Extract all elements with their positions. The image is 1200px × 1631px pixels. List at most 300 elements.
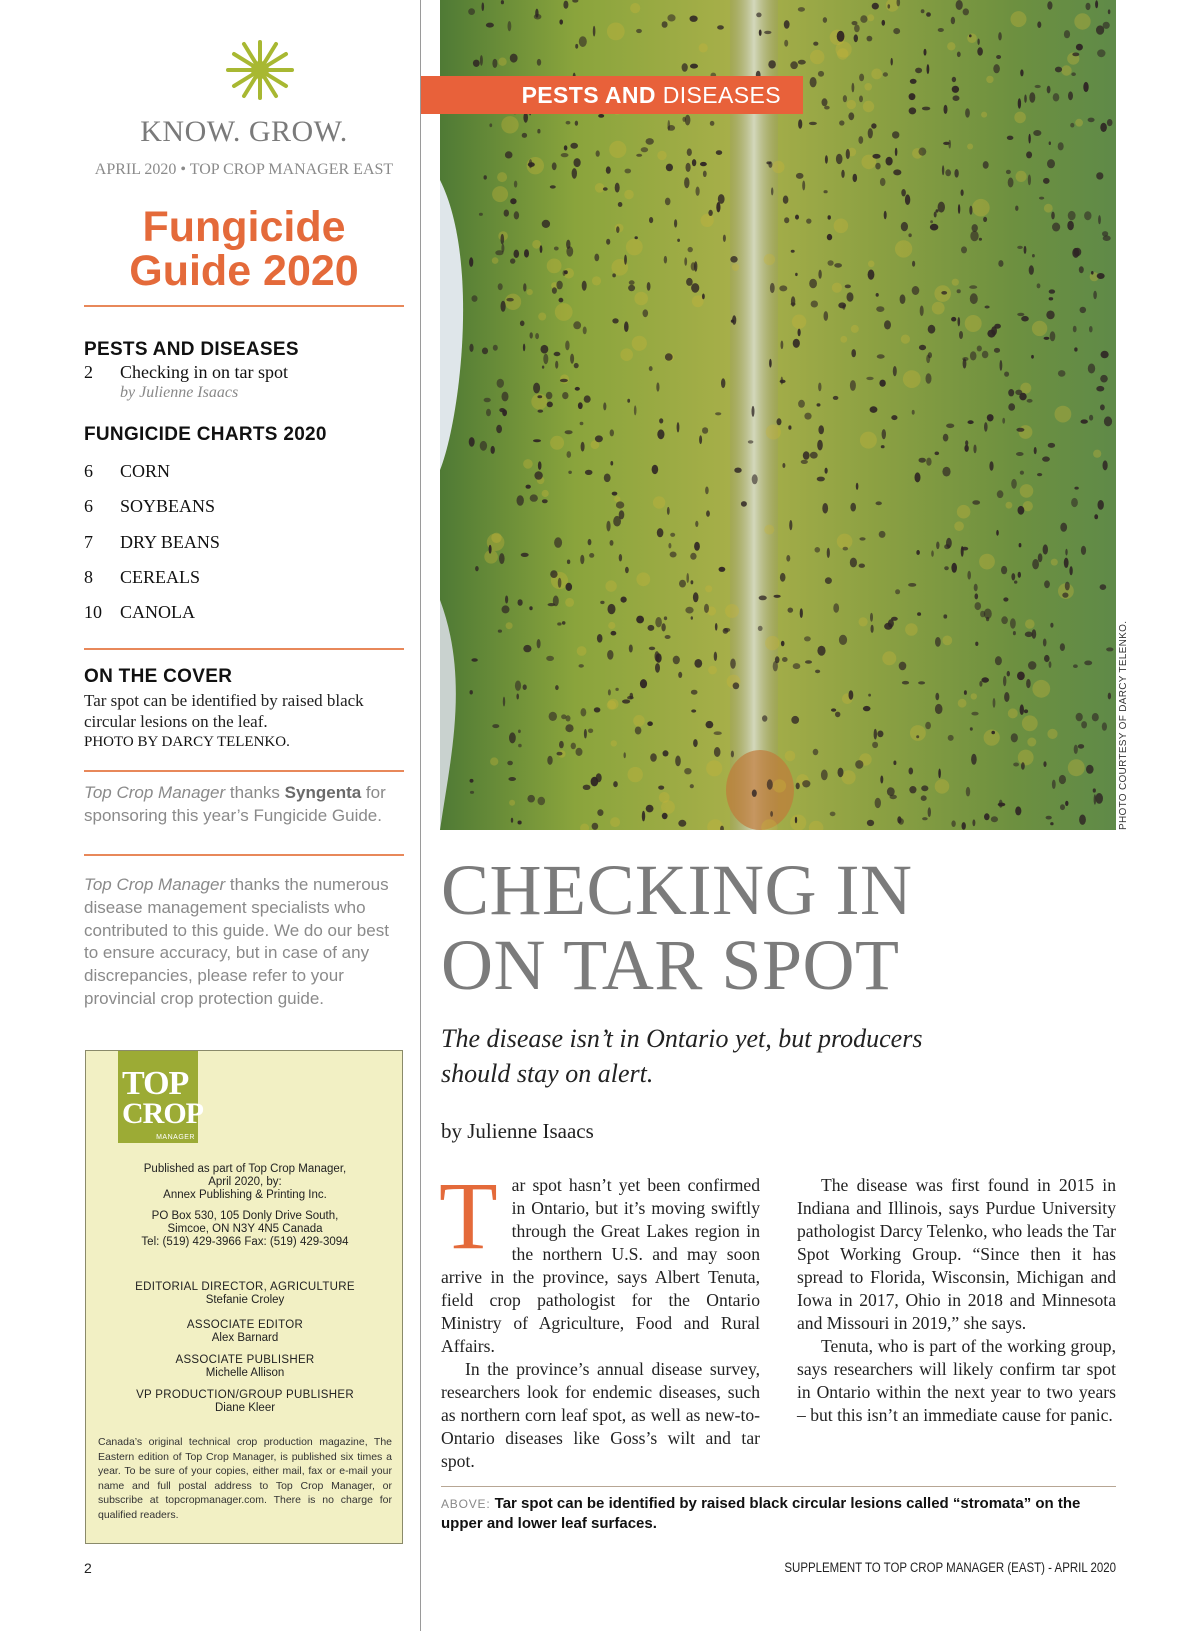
tar-spot-lesion [608, 689, 611, 695]
column-divider [420, 0, 421, 1631]
yellow-halo [932, 302, 945, 315]
tar-spot-lesion [863, 706, 871, 711]
yellow-halo [506, 622, 513, 629]
tar-spot-lesion [484, 398, 491, 403]
tar-spot-lesion [603, 187, 608, 191]
tar-spot-lesion [625, 567, 629, 573]
tar-spot-lesion [655, 651, 660, 661]
address-line: Tel: (519) 429-3966 Fax: (519) 429-3094 [141, 1236, 349, 1248]
toc-item-title: CANOLA [120, 602, 195, 622]
tar-spot-lesion [649, 217, 653, 223]
tar-spot-lesion [492, 59, 497, 68]
tar-spot-lesion [1015, 206, 1018, 211]
toc-item-cereals[interactable] [84, 567, 404, 588]
tar-spot-lesion [588, 539, 592, 545]
article-paragraph: Tenuta, who is part of the working group, says researchers will likely confirm tar spot in Ontario within the next year to two years – but this isn’t an immediate cause for panic. [797, 1336, 1116, 1425]
tar-spot-lesion [855, 760, 863, 769]
tar-spot-lesion [556, 281, 562, 290]
tar-spot-lesion [871, 123, 876, 128]
tar-spot-lesion [879, 531, 886, 538]
tar-spot-lesion [1060, 643, 1065, 651]
tar-spot-lesion [930, 224, 938, 231]
tar-spot-lesion [504, 210, 509, 217]
tar-spot-lesion [793, 663, 801, 669]
tar-spot-lesion [818, 71, 824, 77]
tar-spot-lesion [993, 64, 1000, 73]
tar-spot-lesion [876, 501, 882, 505]
tar-spot-lesion [795, 273, 798, 276]
tar-spot-lesion [1021, 762, 1025, 769]
tar-spot-lesion [573, 321, 581, 329]
tar-spot-lesion [888, 4, 891, 8]
tar-spot-lesion [884, 211, 887, 220]
tar-spot-lesion [733, 682, 740, 689]
tar-spot-lesion [690, 784, 694, 788]
tar-spot-lesion [702, 427, 708, 434]
tar-spot-lesion [571, 743, 576, 750]
tar-spot-lesion [700, 162, 707, 166]
tar-spot-lesion [686, 573, 689, 583]
yellow-halo [595, 183, 605, 193]
tar-spot-lesion [768, 161, 772, 168]
tar-spot-lesion [613, 781, 618, 787]
yellow-halo [766, 424, 781, 439]
tar-spot-lesion [714, 731, 722, 735]
toc-item-soybeans[interactable] [84, 496, 404, 517]
tar-spot-lesion [615, 688, 618, 691]
tar-spot-lesion [921, 785, 928, 791]
yellow-halo [942, 636, 952, 646]
tar-spot-lesion [1101, 351, 1109, 359]
tar-spot-lesion [665, 353, 673, 360]
tar-spot-lesion [1102, 722, 1107, 730]
tar-spot-lesion [542, 499, 548, 503]
tar-spot-lesion [541, 345, 549, 354]
tar-spot-lesion [579, 664, 584, 668]
tar-spot-lesion [690, 64, 698, 69]
tar-spot-lesion [641, 147, 648, 152]
tar-spot-lesion [1013, 631, 1016, 635]
tar-spot-lesion [664, 256, 667, 264]
tar-spot-lesion [1107, 119, 1113, 126]
tar-spot-lesion [852, 83, 855, 93]
tar-spot-lesion [1049, 297, 1054, 300]
tar-spot-lesion [977, 39, 979, 45]
tar-spot-lesion [518, 744, 522, 748]
tar-spot-lesion [859, 537, 865, 540]
tar-spot-lesion [595, 435, 603, 442]
tar-spot-lesion [529, 606, 532, 610]
tar-spot-lesion [1031, 355, 1034, 359]
tar-spot-lesion [1071, 498, 1078, 507]
tar-spot-lesion [1050, 331, 1056, 341]
tar-spot-lesion [951, 563, 957, 573]
toc-page-number: 10 [84, 602, 102, 622]
yellow-halo [967, 33, 977, 43]
tar-spot-lesion [790, 61, 798, 69]
tar-spot-lesion [1096, 386, 1104, 392]
yellow-halo [868, 261, 875, 268]
tar-spot-lesion [920, 306, 924, 317]
tar-spot-lesion [1100, 123, 1107, 132]
yellow-halo [1020, 484, 1034, 498]
toc-item-canola[interactable] [84, 602, 404, 623]
tar-spot-lesion [905, 194, 910, 205]
page-number: 2 [84, 1560, 92, 1576]
tar-spot-lesion [659, 418, 663, 423]
staff-entry [86, 1354, 404, 1380]
yellow-halo [636, 572, 650, 586]
tar-spot-lesion [550, 185, 556, 188]
tar-spot-lesion [576, 748, 583, 756]
tar-spot-lesion [752, 406, 755, 417]
tar-spot-lesion [909, 107, 917, 114]
tar-spot-lesion [1042, 456, 1050, 461]
tar-spot-lesion [540, 245, 543, 253]
tar-spot-lesion [836, 154, 843, 164]
yellow-halo [624, 190, 634, 200]
tar-spot-lesion [514, 181, 517, 188]
tar-spot-lesion [795, 215, 799, 220]
tar-spot-lesion [918, 681, 925, 684]
tar-spot-lesion [1081, 546, 1086, 555]
tar-spot-lesion [1004, 372, 1009, 377]
yellow-halo [1068, 759, 1085, 776]
tar-spot-lesion [804, 413, 811, 420]
publisher-info [86, 1163, 404, 1202]
yellow-halo [772, 161, 784, 173]
tar-spot-lesion [622, 699, 630, 703]
tar-spot-lesion [964, 690, 967, 695]
tar-spot-lesion [564, 145, 568, 150]
tar-spot-lesion [1100, 404, 1105, 410]
tar-spot-lesion [943, 434, 949, 442]
tar-spot-lesion [693, 592, 699, 602]
tar-spot-lesion [1038, 553, 1043, 562]
tar-spot-lesion [557, 752, 563, 756]
yellow-halo [608, 622, 615, 629]
tar-spot-lesion [971, 712, 978, 716]
tar-spot-lesion [880, 178, 886, 186]
tar-spot-lesion [1081, 721, 1087, 728]
tar-spot-lesion [616, 501, 624, 508]
tar-spot-lesion [942, 467, 950, 477]
tar-spot-lesion [908, 233, 911, 237]
tar-spot-lesion [928, 325, 936, 334]
tar-spot-lesion [986, 617, 989, 621]
yellow-halo [490, 757, 498, 765]
yellow-halo [605, 580, 616, 591]
tar-spot-lesion [767, 779, 773, 789]
sponsor-name: Syngenta [284, 783, 362, 802]
tar-spot-lesion [801, 460, 808, 464]
tar-spot-lesion [495, 250, 503, 255]
tar-spot-lesion [780, 573, 786, 582]
tar-spot-lesion [552, 162, 557, 170]
tar-spot-lesion [831, 708, 836, 711]
photo-caption [441, 1494, 1116, 1534]
toc-item-author: by Julienne Isaacs [120, 384, 239, 401]
tar-spot-lesion [779, 285, 787, 291]
tar-spot-lesion [784, 217, 789, 223]
tar-spot-lesion [691, 283, 699, 293]
tar-spot-lesion [943, 614, 947, 618]
tar-spot-lesion [782, 463, 785, 468]
yellow-halo [547, 259, 562, 274]
tar-spot-lesion [1037, 283, 1041, 288]
tar-spot-lesion [818, 270, 821, 279]
tar-spot-lesion [1052, 780, 1056, 789]
tar-spot-lesion [1026, 151, 1032, 158]
divider-rule [84, 854, 404, 856]
tar-spot-lesion [1088, 118, 1095, 123]
tar-spot-lesion [589, 553, 594, 558]
tar-spot-lesion [1028, 134, 1030, 144]
staff-name: Michelle Allison [205, 1367, 285, 1379]
tar-spot-lesion [822, 98, 828, 106]
tar-spot-lesion [948, 140, 951, 149]
toc-item-corn[interactable] [84, 461, 404, 482]
tar-spot-lesion [537, 59, 541, 66]
tar-spot-lesion [830, 812, 836, 817]
tar-spot-lesion [581, 442, 585, 452]
tar-spot-lesion [979, 681, 982, 687]
tar-spot-lesion [510, 54, 518, 63]
tar-spot-lesion [759, 30, 762, 36]
tar-spot-lesion [1016, 452, 1024, 456]
tar-spot-lesion [580, 555, 584, 564]
tar-spot-lesion [1068, 211, 1076, 220]
yellow-halo [497, 172, 507, 182]
tar-spot-lesion [975, 593, 979, 599]
yellow-halo [632, 336, 647, 351]
tar-spot-lesion [961, 246, 967, 253]
toc-item-dry-beans[interactable] [84, 532, 404, 553]
tar-spot-lesion [866, 377, 873, 380]
yellow-halo [505, 294, 521, 310]
tar-spot-lesion [668, 120, 671, 131]
tar-spot-lesion [1065, 582, 1070, 591]
toc-item[interactable] [84, 362, 404, 383]
tar-spot-lesion [731, 751, 734, 758]
tar-spot-lesion [1024, 709, 1028, 713]
tar-spot-lesion [810, 452, 818, 459]
tar-spot-lesion [706, 721, 714, 728]
tar-spot-lesion [538, 461, 542, 470]
tar-spot-lesion [534, 14, 542, 20]
tar-spot-lesion [584, 395, 591, 402]
tar-spot-lesion [798, 60, 806, 65]
tar-spot-lesion [1048, 443, 1055, 448]
tar-spot-lesion [773, 661, 778, 671]
yellow-halo [965, 315, 982, 332]
tar-spot-lesion [520, 321, 525, 327]
yellow-halo [1014, 112, 1026, 124]
yellow-halo [626, 239, 643, 256]
tar-spot-lesion [872, 3, 879, 10]
tar-spot-lesion [1008, 403, 1015, 410]
tar-spot-lesion [804, 636, 811, 641]
tar-spot-lesion [1093, 291, 1097, 299]
tar-spot-lesion [931, 550, 934, 556]
tar-spot-lesion [471, 658, 477, 662]
tar-spot-lesion [791, 302, 796, 305]
tar-spot-lesion [1084, 661, 1092, 666]
tar-spot-lesion [484, 175, 487, 179]
tar-spot-lesion [781, 341, 784, 350]
tar-spot-lesion [951, 820, 955, 827]
tar-spot-lesion [876, 293, 879, 297]
tar-spot-lesion [718, 194, 725, 204]
tar-spot-lesion [854, 34, 858, 42]
tar-spot-lesion [912, 261, 915, 267]
tar-spot-lesion [538, 410, 544, 413]
caption-label: ABOVE: [441, 1497, 491, 1511]
tar-spot-lesion [1018, 506, 1025, 515]
tar-spot-lesion [1043, 178, 1050, 184]
yellow-halo [634, 292, 648, 306]
staff-entry [86, 1319, 404, 1345]
tar-spot-lesion [971, 754, 977, 765]
tar-spot-lesion [798, 7, 805, 12]
tar-spot-lesion [991, 816, 998, 822]
tar-spot-lesion [825, 577, 832, 584]
staff-role: ASSOCIATE EDITOR [186, 1319, 304, 1331]
tar-spot-lesion [554, 352, 561, 356]
tar-spot-lesion [789, 520, 792, 530]
tar-spot-lesion [566, 583, 573, 591]
tar-spot-lesion [935, 637, 941, 647]
tar-spot-lesion [791, 250, 795, 253]
tar-spot-lesion [828, 215, 831, 219]
tar-spot-lesion [656, 382, 659, 391]
tar-spot-lesion [895, 148, 898, 156]
tar-spot-lesion [1049, 289, 1055, 293]
tar-spot-lesion [948, 735, 954, 741]
yellow-halo [863, 101, 874, 112]
tar-spot-lesion [710, 121, 715, 126]
tar-spot-lesion [752, 474, 758, 484]
tar-spot-lesion [592, 823, 599, 830]
tar-spot-lesion [859, 564, 865, 568]
tar-spot-lesion [827, 548, 830, 558]
tar-spot-lesion [549, 712, 557, 721]
yellow-halo [628, 767, 643, 782]
tar-spot-lesion [848, 112, 854, 120]
tar-spot-lesion [827, 234, 832, 240]
tar-spot-lesion [771, 187, 773, 195]
tar-spot-lesion [959, 331, 963, 339]
tar-spot-lesion [1089, 415, 1093, 421]
paragraph-text: ar spot hasn’t yet been confirmed in Ontario, but it’s moving swiftly through the Great Lakes region in the northern U.S. and may soon arrive in the province, says Albert Tenuta, field crop pathologist for the Ontario Ministry of Agriculture, Food and Rural Affairs. [441, 1175, 760, 1356]
tar-spot-lesion [708, 210, 712, 216]
toc-item-title: Checking in on tar spot [120, 362, 288, 382]
tar-spot-lesion [867, 820, 874, 826]
tar-spot-lesion [944, 105, 948, 114]
tar-spot-lesion [1092, 713, 1099, 721]
tar-spot-lesion [1052, 223, 1060, 232]
tar-spot-lesion [568, 471, 572, 474]
tar-spot-lesion [969, 206, 972, 215]
tar-spot-lesion [691, 616, 693, 620]
tar-spot-lesion [472, 295, 478, 302]
tar-spot-lesion [691, 690, 698, 695]
tar-spot-lesion [957, 289, 961, 293]
yellow-halo [947, 42, 955, 50]
tar-spot-lesion [475, 566, 479, 571]
tar-spot-lesion [810, 77, 817, 87]
tar-spot-lesion [879, 380, 885, 387]
tar-spot-lesion [891, 415, 897, 420]
yellow-halo [630, 3, 640, 13]
tar-spot-lesion [768, 60, 776, 68]
tar-spot-lesion [834, 263, 842, 268]
yellow-halo [792, 315, 806, 329]
tar-spot-lesion [962, 822, 966, 830]
tar-spot-lesion [872, 742, 878, 748]
tar-spot-lesion [1034, 447, 1037, 454]
tar-spot-lesion [594, 707, 601, 712]
tar-spot-lesion [469, 257, 473, 267]
tar-spot-lesion [662, 21, 668, 28]
tar-spot-lesion [1100, 584, 1107, 590]
tar-spot-lesion [1108, 693, 1111, 700]
tar-spot-lesion [961, 189, 964, 196]
tar-spot-lesion [604, 474, 611, 483]
tar-spot-lesion [825, 155, 828, 163]
tar-spot-lesion [570, 354, 574, 364]
tar-spot-lesion [875, 163, 880, 170]
yellow-halo [882, 651, 896, 665]
tar-spot-lesion [619, 510, 625, 519]
yellow-halo [491, 533, 501, 543]
tar-spot-lesion [838, 302, 846, 308]
tar-spot-lesion [817, 477, 825, 482]
tar-spot-lesion [482, 2, 485, 11]
tar-spot-lesion [845, 285, 851, 289]
tar-spot-lesion [1046, 311, 1054, 320]
tar-spot-lesion [876, 306, 884, 312]
tar-spot-lesion [566, 246, 573, 256]
tar-spot-lesion [802, 181, 805, 191]
tar-spot-lesion [619, 554, 622, 561]
tar-spot-lesion [731, 320, 734, 323]
tar-spot-lesion [935, 693, 939, 700]
tar-spot-lesion [998, 260, 1003, 267]
tar-spot-lesion [501, 301, 506, 312]
tar-spot-lesion [860, 15, 867, 23]
yellow-halo [1055, 406, 1072, 423]
tar-spot-lesion [941, 291, 947, 295]
tar-spot-lesion [606, 166, 611, 173]
tar-spot-lesion [1078, 744, 1084, 749]
tar-spot-lesion [686, 278, 693, 286]
tar-spot-lesion [1018, 572, 1021, 578]
tar-spot-lesion [994, 324, 1001, 329]
toc-page-number: 2 [84, 362, 93, 382]
yellow-halo [957, 505, 971, 519]
yellow-halo [1075, 119, 1083, 127]
tar-spot-lesion [1001, 566, 1007, 574]
tar-spot-lesion [547, 756, 552, 765]
tar-spot-lesion [510, 198, 516, 204]
tar-spot-lesion [877, 354, 885, 358]
yellow-halo [725, 604, 739, 618]
tar-spot-lesion [688, 247, 693, 252]
tar-spot-lesion [667, 14, 675, 21]
yellow-halo [910, 725, 926, 741]
tar-spot-lesion [640, 679, 647, 688]
